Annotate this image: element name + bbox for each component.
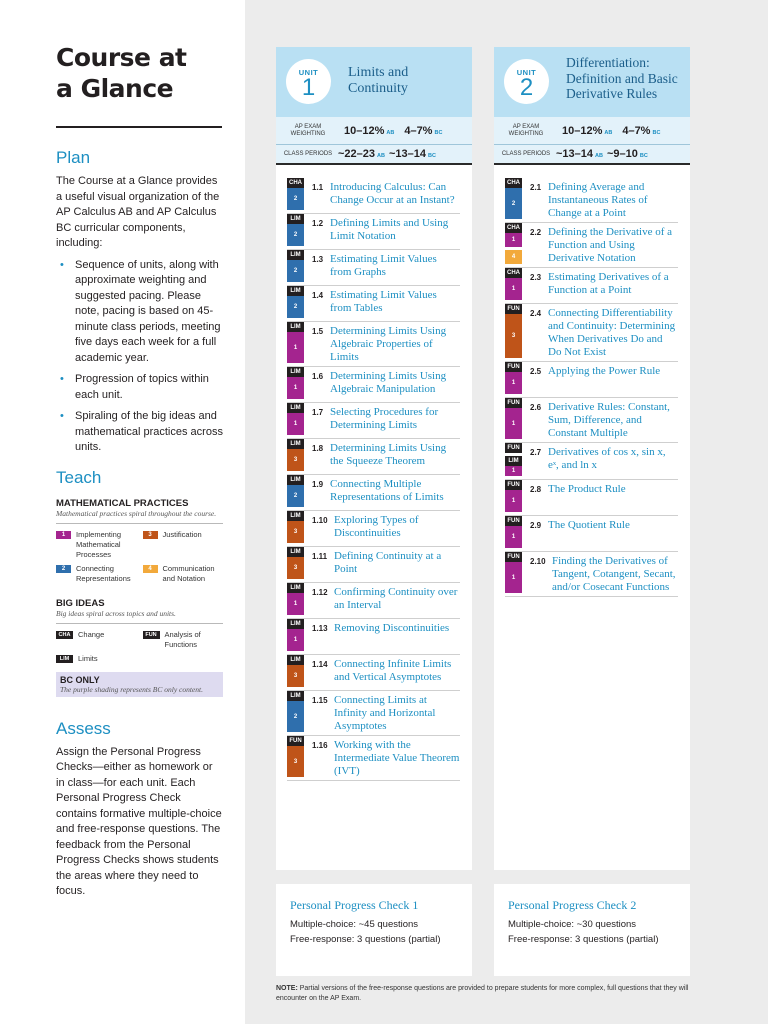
topic-badges bbox=[287, 475, 304, 510]
plan-heading: Plan bbox=[56, 148, 91, 167]
big-idea-badge: LIM bbox=[287, 403, 304, 413]
big-idea-badge: CHA bbox=[289, 180, 302, 186]
big-idea-badge: FUN bbox=[505, 443, 522, 453]
practice-badge: 1 bbox=[287, 413, 304, 435]
topic-row bbox=[287, 214, 460, 250]
practice-badge: 1 bbox=[287, 332, 304, 363]
teach-heading: Teach bbox=[56, 467, 102, 487]
topic-badges bbox=[505, 552, 522, 596]
topic-link[interactable]: Defining the Derivative of a Function and Using Derivative Notation bbox=[548, 226, 673, 264]
practice-badge: 2 bbox=[287, 260, 304, 282]
class-periods-row: CLASS PERIODS ~13–14 AB ~9–10 BC bbox=[494, 145, 690, 165]
topic-row bbox=[287, 367, 460, 403]
topic-badges bbox=[287, 583, 304, 618]
topic-list bbox=[494, 165, 690, 597]
big-idea-badge: LIM bbox=[287, 619, 304, 629]
topic-link[interactable]: Working with the Intermediate Value Theorem (IVT) bbox=[334, 739, 460, 777]
practice-badge: 1 bbox=[505, 372, 522, 394]
topic-link[interactable]: Finding the Derivatives of Tangent, Cotangent, Secant, and/or Cosecant Functions bbox=[552, 555, 676, 593]
big-ideas-legend bbox=[56, 630, 223, 664]
topic-badges bbox=[505, 398, 522, 442]
practices-legend bbox=[56, 530, 223, 584]
topic-row bbox=[287, 322, 460, 367]
big-idea-fun: FUN Analysis of Functions bbox=[143, 630, 224, 650]
topic-row bbox=[505, 223, 678, 268]
topic-row bbox=[505, 268, 678, 304]
big-idea-badge: LIM bbox=[505, 456, 522, 466]
big-idea-badge: FUN bbox=[505, 480, 522, 490]
exam-weighting-row: AP EXAM WEIGHTING 10–12% AB 4–7% BC bbox=[494, 117, 690, 145]
topic-number: 1.3 bbox=[312, 255, 324, 264]
big-idea-badge: FUN bbox=[287, 736, 304, 746]
big-idea-badge: LIM bbox=[287, 250, 304, 260]
topic-row bbox=[287, 439, 460, 475]
topic-link[interactable]: Defining Limits and Using Limit Notation bbox=[330, 217, 449, 242]
topic-number: 1.1 bbox=[312, 183, 324, 192]
topic-badges bbox=[505, 178, 522, 222]
practice-4: 4 Communication and Notation bbox=[143, 564, 224, 584]
topic-number: 1.7 bbox=[312, 408, 324, 417]
topic-link[interactable]: Exploring Types of Discontinuities bbox=[334, 514, 419, 539]
big-idea-badge: LIM bbox=[287, 367, 304, 377]
topic-row bbox=[505, 480, 678, 516]
big-idea-badge: LIM bbox=[287, 511, 304, 521]
topic-number: 1.10 bbox=[312, 516, 328, 525]
topic-number: 1.8 bbox=[312, 444, 324, 453]
big-idea-badge: LIM bbox=[287, 655, 304, 665]
unit-title: Differentiation: Definition and Basic Derivative Rules bbox=[566, 55, 678, 101]
topic-link[interactable]: Derivative Rules: Constant, Sum, Difference, and Constant Multiple bbox=[548, 401, 670, 439]
unit-badge: UNIT 2 bbox=[504, 59, 549, 104]
practice-badge: 1 bbox=[287, 629, 304, 651]
progress-check-title: Personal Progress Check 2 bbox=[508, 898, 637, 912]
practice-badge: 1 bbox=[505, 526, 522, 548]
topic-row bbox=[287, 475, 460, 511]
topic-link[interactable]: Estimating Limit Values from Tables bbox=[330, 289, 437, 314]
topic-link[interactable]: Connecting Differentiability and Continuity: Determining When Derivatives Do and Do Not Exist bbox=[548, 307, 676, 358]
topic-badges bbox=[505, 480, 522, 515]
topic-link[interactable]: Confirming Continuity over an Interval bbox=[334, 586, 458, 611]
topic-badges bbox=[287, 403, 304, 438]
class-periods-row: CLASS PERIODS ~22–23 AB ~13–14 BC bbox=[276, 145, 472, 165]
practice-3: 3 Justification bbox=[143, 530, 224, 560]
practice-badge: 1 bbox=[505, 562, 522, 593]
plan-bullet: • Spiraling of the big ideas and mathematical practices across units. bbox=[56, 409, 223, 456]
topic-link[interactable]: Removing Discontinuities bbox=[334, 622, 450, 634]
topic-row bbox=[505, 304, 678, 362]
topic-link[interactable]: Determining Limits Using Algebraic Manipulation bbox=[330, 370, 447, 395]
progress-check-fr: Free-response: 3 questions (partial) bbox=[508, 934, 659, 945]
practice-badge: 3 bbox=[505, 314, 522, 358]
big-idea-badge: LIM bbox=[287, 583, 304, 593]
topic-number: 2.3 bbox=[530, 273, 542, 282]
topic-badges bbox=[287, 178, 304, 213]
practice-badge: 2 bbox=[287, 296, 304, 318]
practice-badge: 2 bbox=[505, 188, 522, 219]
topic-row bbox=[287, 691, 460, 736]
topic-badges bbox=[505, 443, 522, 479]
topic-link[interactable]: Determining Limits Using the Squeeze Theorem bbox=[330, 442, 447, 467]
topic-number: 1.16 bbox=[312, 741, 328, 750]
topic-badges bbox=[287, 547, 304, 582]
big-idea-badge: FUN bbox=[505, 552, 522, 562]
big-idea-badge: LIM bbox=[287, 691, 304, 701]
topic-row bbox=[287, 178, 460, 214]
topic-number: 2.1 bbox=[530, 183, 542, 192]
topic-row bbox=[505, 516, 678, 552]
topic-link[interactable]: The Quotient Rule bbox=[548, 519, 630, 531]
big-idea-badge: LIM bbox=[287, 214, 304, 224]
topic-badges bbox=[505, 516, 522, 551]
topic-link[interactable]: Estimating Limit Values from Graphs bbox=[330, 253, 437, 278]
topic-link[interactable]: Connecting Infinite Limits and Vertical Asymptotes bbox=[334, 658, 452, 683]
big-idea-badge: FUN bbox=[505, 362, 522, 372]
practice-2: 2 Connecting Representations bbox=[56, 564, 137, 584]
topic-badges bbox=[287, 619, 304, 654]
topic-row bbox=[287, 583, 460, 619]
practice-badge: 3 bbox=[287, 521, 304, 543]
topic-row bbox=[287, 286, 460, 322]
topic-link[interactable]: Connecting Limits at Infinity and Horizontal Asymptotes bbox=[334, 694, 436, 732]
assess-text: Assign the Personal Progress Checks—either as homework or in class—for each unit. Each Personal Progress Check contains formative multiple-choice and free-response questions. The feedback from the Personal Progress Checks shows students the areas where they need to focus. bbox=[56, 745, 222, 897]
plan-intro: The Course at a Glance provides a useful visual organization of the AP Calculus AB and AP Calculus BC curricular components, including: bbox=[56, 175, 220, 249]
big-idea-badge: CHA bbox=[507, 270, 520, 276]
mp-subtitle: Mathematical practices spiral throughout the course. bbox=[56, 508, 217, 518]
progress-check-mc: Multiple-choice: ~30 questions bbox=[508, 919, 637, 930]
topic-row bbox=[505, 178, 678, 223]
topic-badges bbox=[287, 691, 304, 735]
practice-badge: 3 bbox=[287, 449, 304, 471]
topic-number: 2.2 bbox=[530, 228, 542, 237]
plan-bullet: • Sequence of units, along with approximate weighting and suggested pacing. Please note, pacing is based on 45-minute class periods, meeting five days each week for a full academic year. bbox=[56, 258, 223, 367]
topic-row bbox=[287, 511, 460, 547]
topic-number: 1.11 bbox=[312, 552, 328, 561]
plan-bullet: • Progression of topics within each unit. bbox=[56, 372, 223, 403]
divider bbox=[56, 623, 223, 624]
topic-number: 1.12 bbox=[312, 588, 328, 597]
unit-badge: UNIT 1 bbox=[286, 59, 331, 104]
topic-number: 2.9 bbox=[530, 521, 542, 530]
progress-check-fr: Free-response: 3 questions (partial) bbox=[290, 934, 441, 945]
progress-check-1 bbox=[276, 884, 472, 976]
topic-row bbox=[287, 547, 460, 583]
mp-heading: MATHEMATICAL PRACTICES bbox=[56, 497, 189, 509]
practice-1: 1 Implementing Mathematical Processes bbox=[56, 530, 137, 560]
practice-badge: 4 bbox=[505, 250, 522, 264]
topic-badges bbox=[505, 362, 522, 397]
topic-link[interactable]: Estimating Derivatives of a Function at a Point bbox=[548, 271, 669, 296]
topic-number: 2.6 bbox=[530, 403, 542, 412]
topic-number: 1.9 bbox=[312, 480, 324, 489]
big-idea-badge: LIM bbox=[287, 439, 304, 449]
bc-only-box bbox=[56, 672, 223, 697]
topic-badges bbox=[287, 286, 304, 321]
divider bbox=[56, 523, 223, 524]
topic-badges bbox=[287, 439, 304, 474]
unit-header bbox=[494, 47, 690, 117]
progress-check-mc: Multiple-choice: ~45 questions bbox=[290, 919, 419, 930]
big-idea-badge: LIM bbox=[287, 322, 304, 332]
big-idea-lim: LIM Limits bbox=[56, 654, 137, 664]
topic-row bbox=[287, 403, 460, 439]
footnote: NOTE: Partial versions of the free-response questions are provided to prepare students for more complex, full questions that they will encounter on the AP Exam. bbox=[276, 985, 689, 1002]
topic-link[interactable]: The Product Rule bbox=[548, 483, 626, 495]
topic-badges bbox=[287, 511, 304, 546]
assess-heading: Assess bbox=[56, 718, 111, 738]
big-idea-badge: CHA bbox=[507, 225, 520, 231]
progress-check-title: Personal Progress Check 1 bbox=[290, 898, 419, 912]
topic-number: 1.14 bbox=[312, 660, 328, 669]
big-idea-badge: FUN bbox=[505, 516, 522, 526]
topic-row bbox=[287, 736, 460, 781]
topic-number: 2.5 bbox=[530, 367, 542, 376]
plan-bullets bbox=[56, 258, 223, 456]
practice-badge: 2 bbox=[287, 701, 304, 732]
practice-badge: 1 bbox=[287, 593, 304, 615]
left-panel bbox=[0, 0, 245, 1024]
topic-badges bbox=[505, 223, 522, 267]
topic-badges bbox=[287, 367, 304, 402]
page-title: Course at a Glance bbox=[56, 43, 187, 103]
exam-weighting-row: AP EXAM WEIGHTING 10–12% AB 4–7% BC bbox=[276, 117, 472, 145]
topic-row bbox=[505, 398, 678, 443]
big-idea-badge: CHA bbox=[507, 180, 520, 186]
practice-badge: 3 bbox=[287, 665, 304, 687]
practice-badge: 1 bbox=[505, 233, 522, 247]
topic-number: 2.4 bbox=[530, 309, 542, 318]
bc-only-subtitle: The purple shading represents BC only content. bbox=[60, 684, 203, 694]
topic-row bbox=[287, 619, 460, 655]
title-rule bbox=[56, 126, 222, 128]
practice-badge: 1 bbox=[287, 377, 304, 399]
bi-subtitle: Big ideas spiral across topics and units. bbox=[56, 608, 176, 618]
topic-number: 2.7 bbox=[530, 448, 542, 457]
topic-row bbox=[505, 443, 678, 480]
practice-badge: 3 bbox=[287, 557, 304, 579]
unit-title: Limits and Continuity bbox=[348, 65, 409, 96]
topic-badges bbox=[287, 736, 304, 780]
bc-only-heading: BC ONLY bbox=[60, 674, 100, 685]
topic-number: 1.15 bbox=[312, 696, 328, 705]
big-idea-badge: FUN bbox=[505, 398, 522, 408]
topic-number: 1.6 bbox=[312, 372, 324, 381]
topic-number: 1.2 bbox=[312, 219, 324, 228]
topic-badges bbox=[287, 214, 304, 249]
progress-check-2 bbox=[494, 884, 690, 976]
big-idea-cha: CHA Change bbox=[56, 630, 137, 650]
topic-link[interactable]: Defining Continuity at a Point bbox=[334, 550, 442, 575]
topic-list bbox=[276, 165, 472, 781]
practice-badge: 2 bbox=[287, 485, 304, 507]
topic-badges bbox=[287, 655, 304, 690]
topic-link[interactable]: Defining Average and Instantaneous Rates of Change at a Point bbox=[548, 181, 648, 219]
topic-number: 1.13 bbox=[312, 624, 328, 633]
unit-header bbox=[276, 47, 472, 117]
practice-badge: 1 bbox=[505, 466, 522, 476]
big-idea-badge: LIM bbox=[287, 286, 304, 296]
practice-badge: 3 bbox=[287, 746, 304, 777]
topic-link[interactable]: Determining Limits Using Algebraic Properties of Limits bbox=[330, 325, 447, 363]
topic-number: 2.10 bbox=[530, 557, 546, 566]
topic-number: 2.8 bbox=[530, 485, 542, 494]
topic-row bbox=[287, 250, 460, 286]
unit-1-column bbox=[276, 47, 472, 870]
bi-heading: BIG IDEAS bbox=[56, 597, 105, 609]
topic-badges bbox=[287, 250, 304, 285]
topic-link[interactable]: Applying the Power Rule bbox=[548, 365, 661, 377]
topic-link[interactable]: Selecting Procedures for Determining Limits bbox=[330, 406, 439, 431]
topic-number: 1.4 bbox=[312, 291, 324, 300]
unit-2-column bbox=[494, 47, 690, 870]
topic-row bbox=[287, 655, 460, 691]
big-idea-badge: LIM bbox=[287, 475, 304, 485]
topic-row bbox=[505, 362, 678, 398]
topic-number: 1.5 bbox=[312, 327, 324, 336]
practice-badge: 2 bbox=[287, 188, 304, 210]
topic-badges bbox=[505, 304, 522, 361]
topic-link[interactable]: Introducing Calculus: Can Change Occur at an Instant? bbox=[330, 181, 455, 206]
practice-badge: 1 bbox=[505, 278, 522, 300]
topic-badges bbox=[505, 268, 522, 303]
big-idea-badge: LIM bbox=[287, 547, 304, 557]
topic-badges bbox=[287, 322, 304, 366]
topic-row bbox=[505, 552, 678, 597]
practice-badge: 2 bbox=[287, 224, 304, 246]
practice-badge: 1 bbox=[505, 490, 522, 512]
topic-link[interactable]: Derivatives of cos x, sin x, eˣ, and ln x bbox=[548, 446, 666, 471]
big-idea-badge: FUN bbox=[505, 304, 522, 314]
practice-badge: 1 bbox=[505, 408, 522, 439]
topic-link[interactable]: Connecting Multiple Representations of Limits bbox=[330, 478, 444, 503]
